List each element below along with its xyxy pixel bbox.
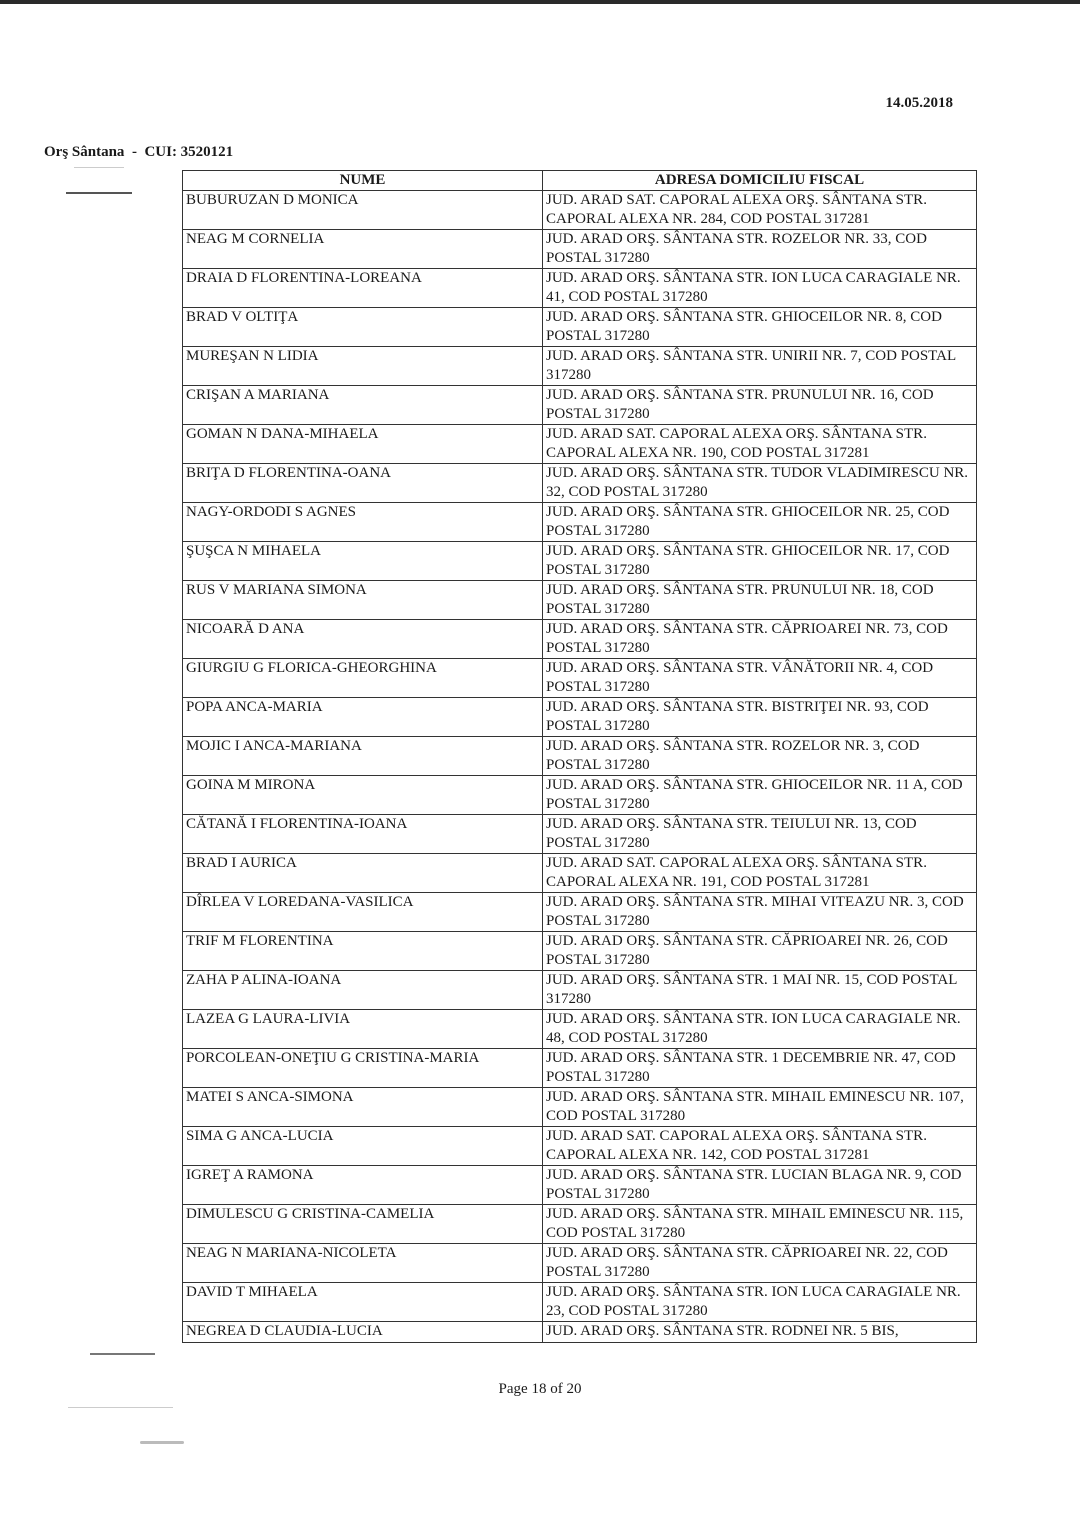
taxpayer-name: POPA ANCA-MARIA: [183, 698, 543, 737]
table-row: [183, 893, 977, 932]
records-table: [182, 170, 977, 1343]
fiscal-address: JUD. ARAD ORŞ. SÂNTANA STR. PRUNULUI NR. 16, COD POSTAL 317280: [543, 386, 977, 425]
table-row: [183, 386, 977, 425]
fiscal-address: JUD. ARAD ORŞ. SÂNTANA STR. MIHAI VITEAZU NR. 3, COD POSTAL 317280: [543, 893, 977, 932]
taxpayer-name: NEAG M CORNELIA: [183, 230, 543, 269]
taxpayer-name: MOJIC I ANCA-MARIANA: [183, 737, 543, 776]
taxpayer-name: CĂTANĂ I FLORENTINA-IOANA: [183, 815, 543, 854]
taxpayer-name: NAGY-ORDODI S AGNES: [183, 503, 543, 542]
fiscal-address: JUD. ARAD SAT. CAPORAL ALEXA ORŞ. SÂNTANA STR. CAPORAL ALEXA NR. 190, COD POSTAL 317281: [543, 425, 977, 464]
table-row: [183, 581, 977, 620]
table-row: [183, 698, 977, 737]
column-header-address: ADRESA DOMICILIU FISCAL: [543, 171, 977, 191]
margin-mark: [66, 192, 132, 194]
margin-mark: [90, 1353, 155, 1355]
fiscal-address: JUD. ARAD ORŞ. SÂNTANA STR. ION LUCA CARAGIALE NR. 41, COD POSTAL 317280: [543, 269, 977, 308]
taxpayer-name: NICOARĂ D ANA: [183, 620, 543, 659]
taxpayer-name: GOMAN N DANA-MIHAELA: [183, 425, 543, 464]
taxpayer-name: ZAHA P ALINA-IOANA: [183, 971, 543, 1010]
table-row: [183, 620, 977, 659]
table-row: [183, 932, 977, 971]
fiscal-address: JUD. ARAD ORŞ. SÂNTANA STR. 1 DECEMBRIE NR. 47, COD POSTAL 317280: [543, 1049, 977, 1088]
fiscal-address: JUD. ARAD ORŞ. SÂNTANA STR. CĂPRIOAREI NR. 26, COD POSTAL 317280: [543, 932, 977, 971]
fiscal-address: JUD. ARAD ORŞ. SÂNTANA STR. RODNEI NR. 5 BIS,: [543, 1322, 977, 1343]
taxpayer-name: PORCOLEAN-ONEŢIU G CRISTINA-MARIA: [183, 1049, 543, 1088]
fiscal-address: JUD. ARAD ORŞ. SÂNTANA STR. TUDOR VLADIMIRESCU NR. 32, COD POSTAL 317280: [543, 464, 977, 503]
fiscal-address: JUD. ARAD ORŞ. SÂNTANA STR. GHIOCEILOR NR. 17, COD POSTAL 317280: [543, 542, 977, 581]
fiscal-address: JUD. ARAD ORŞ. SÂNTANA STR. CĂPRIOAREI NR. 73, COD POSTAL 317280: [543, 620, 977, 659]
scan-smudge: [140, 1441, 184, 1444]
taxpayer-name: GIURGIU G FLORICA-GHEORGHINA: [183, 659, 543, 698]
taxpayer-name: DIMULESCU G CRISTINA-CAMELIA: [183, 1205, 543, 1244]
cui-code: CUI: 3520121: [144, 144, 234, 160]
taxpayer-name: TRIF M FLORENTINA: [183, 932, 543, 971]
table-row: [183, 425, 977, 464]
fiscal-address: JUD. ARAD ORŞ. SÂNTANA STR. GHIOCEILOR NR. 11 A, COD POSTAL 317280: [543, 776, 977, 815]
fiscal-address: JUD. ARAD ORŞ. SÂNTANA STR. PRUNULUI NR. 18, COD POSTAL 317280: [543, 581, 977, 620]
fiscal-address: JUD. ARAD SAT. CAPORAL ALEXA ORŞ. SÂNTANA STR. CAPORAL ALEXA NR. 142, COD POSTAL 317281: [543, 1127, 977, 1166]
table-row: [183, 308, 977, 347]
column-header-name: NUME: [183, 171, 543, 191]
table-row: [183, 347, 977, 386]
fiscal-address: JUD. ARAD ORŞ. SÂNTANA STR. MIHAIL EMINESCU NR. 115, COD POSTAL 317280: [543, 1205, 977, 1244]
fiscal-address: JUD. ARAD ORŞ. SÂNTANA STR. UNIRII NR. 7, COD POSTAL 317280: [543, 347, 977, 386]
table-row: [183, 503, 977, 542]
fiscal-address: JUD. ARAD ORŞ. SÂNTANA STR. CĂPRIOAREI NR. 22, COD POSTAL 317280: [543, 1244, 977, 1283]
scan-artifact: [74, 167, 124, 168]
fiscal-address: JUD. ARAD ORŞ. SÂNTANA STR. ROZELOR NR. 3, COD POSTAL 317280: [543, 737, 977, 776]
scan-top-edge: [0, 0, 1080, 4]
taxpayer-name: DRAIA D FLORENTINA-LOREANA: [183, 269, 543, 308]
table-row: [183, 737, 977, 776]
fiscal-address: JUD. ARAD ORŞ. SÂNTANA STR. BISTRIŢEI NR. 93, COD POSTAL 317280: [543, 698, 977, 737]
taxpayer-name: MUREŞAN N LIDIA: [183, 347, 543, 386]
page-number: Page 18 of 20: [498, 1381, 582, 1397]
table-row: [183, 971, 977, 1010]
fiscal-address: JUD. ARAD ORŞ. SÂNTANA STR. ION LUCA CARAGIALE NR. 23, COD POSTAL 317280: [543, 1283, 977, 1322]
table-row: [183, 191, 977, 230]
taxpayer-name: NEAG N MARIANA-NICOLETA: [183, 1244, 543, 1283]
entity-name: Orş Sântana: [44, 144, 125, 160]
taxpayer-name: LAZEA G LAURA-LIVIA: [183, 1010, 543, 1049]
table-row: [183, 815, 977, 854]
table-row: [183, 1322, 977, 1343]
document-header: [44, 144, 233, 161]
table-row: [183, 1244, 977, 1283]
fiscal-address: JUD. ARAD ORŞ. SÂNTANA STR. VÂNĂTORII NR. 4, COD POSTAL 317280: [543, 659, 977, 698]
table-row: [183, 1166, 977, 1205]
table-row: [183, 1088, 977, 1127]
table-row: [183, 659, 977, 698]
taxpayer-name: SIMA G ANCA-LUCIA: [183, 1127, 543, 1166]
table-row: [183, 1283, 977, 1322]
fiscal-address: JUD. ARAD ORŞ. SÂNTANA STR. ION LUCA CARAGIALE NR. 48, COD POSTAL 317280: [543, 1010, 977, 1049]
taxpayer-name: GOINA M MIRONA: [183, 776, 543, 815]
taxpayer-name: DÎRLEA V LOREDANA-VASILICA: [183, 893, 543, 932]
taxpayer-name: CRIŞAN A MARIANA: [183, 386, 543, 425]
taxpayer-name: RUS V MARIANA SIMONA: [183, 581, 543, 620]
taxpayer-name: BRAD V OLTIŢA: [183, 308, 543, 347]
table-row: [183, 230, 977, 269]
table-row: [183, 1205, 977, 1244]
fiscal-address: JUD. ARAD ORŞ. SÂNTANA STR. LUCIAN BLAGA NR. 9, COD POSTAL 317280: [543, 1166, 977, 1205]
taxpayer-name: BUBURUZAN D MONICA: [183, 191, 543, 230]
table-row: [183, 854, 977, 893]
taxpayer-name: MATEI S ANCA-SIMONA: [183, 1088, 543, 1127]
table-row: [183, 542, 977, 581]
table-header-row: [183, 171, 977, 191]
fiscal-address: JUD. ARAD ORŞ. SÂNTANA STR. 1 MAI NR. 15, COD POSTAL 317280: [543, 971, 977, 1010]
table-row: [183, 1127, 977, 1166]
taxpayer-name: BRIŢA D FLORENTINA-OANA: [183, 464, 543, 503]
taxpayer-name: IGREŢ A RAMONA: [183, 1166, 543, 1205]
taxpayer-name: ŞUŞCA N MIHAELA: [183, 542, 543, 581]
fiscal-address: JUD. ARAD ORŞ. SÂNTANA STR. MIHAIL EMINESCU NR. 107, COD POSTAL 317280: [543, 1088, 977, 1127]
fiscal-address: JUD. ARAD ORŞ. SÂNTANA STR. TEIULUI NR. 13, COD POSTAL 317280: [543, 815, 977, 854]
fiscal-address: JUD. ARAD SAT. CAPORAL ALEXA ORŞ. SÂNTANA STR. CAPORAL ALEXA NR. 284, COD POSTAL 317281: [543, 191, 977, 230]
taxpayer-name: DAVID T MIHAELA: [183, 1283, 543, 1322]
fiscal-address: JUD. ARAD SAT. CAPORAL ALEXA ORŞ. SÂNTANA STR. CAPORAL ALEXA NR. 191, COD POSTAL 317281: [543, 854, 977, 893]
document-date: 14.05.2018: [885, 95, 953, 111]
header-separator: -: [131, 144, 137, 160]
table-row: [183, 1010, 977, 1049]
table-row: [183, 1049, 977, 1088]
taxpayer-name: BRAD I AURICA: [183, 854, 543, 893]
scan-artifact: [68, 1407, 173, 1408]
table-row: [183, 776, 977, 815]
fiscal-address: JUD. ARAD ORŞ. SÂNTANA STR. GHIOCEILOR NR. 25, COD POSTAL 317280: [543, 503, 977, 542]
fiscal-address: JUD. ARAD ORŞ. SÂNTANA STR. ROZELOR NR. 33, COD POSTAL 317280: [543, 230, 977, 269]
fiscal-address: JUD. ARAD ORŞ. SÂNTANA STR. GHIOCEILOR NR. 8, COD POSTAL 317280: [543, 308, 977, 347]
table-row: [183, 269, 977, 308]
table-body: [183, 191, 977, 1343]
taxpayer-name: NEGREA D CLAUDIA-LUCIA: [183, 1322, 543, 1343]
table-row: [183, 464, 977, 503]
